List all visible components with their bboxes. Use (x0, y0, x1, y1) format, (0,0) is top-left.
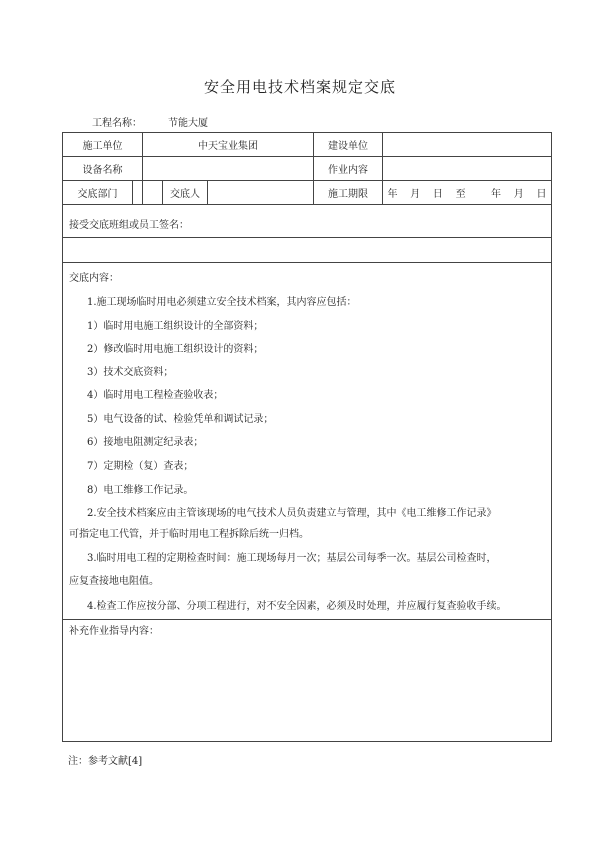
content-line: 3）技术交底资料； (87, 367, 174, 378)
project-name-value: 节能大厦 (168, 118, 208, 129)
construction-unit-label: 施工单位 (82, 141, 123, 152)
project-name-label: 工程名称： (92, 118, 142, 129)
row-divider (63, 619, 551, 620)
construction-period-value[interactable]: 年 月 日 至 年 月 日 (387, 189, 547, 200)
equipment-name-field[interactable] (143, 157, 313, 180)
page-title: 安全用电技术档案规定交底 (203, 78, 396, 96)
signature-label: 接受交底班组或员工签名： (69, 220, 189, 231)
briefing-content-label: 交底内容： (69, 273, 119, 284)
briefing-form (62, 132, 552, 742)
briefing-dept-field[interactable] (133, 181, 162, 204)
content-line: 6）接地电阻测定纪录表； (87, 437, 204, 448)
construction-period-label: 施工期限 (328, 189, 368, 200)
briefing-person-label: 交底人 (170, 189, 200, 200)
content-line: 4.检查工作应按分部、分项工程进行，对不安全因素，必须及时处理，并应履行复查验收手续。 (87, 601, 507, 612)
supplement-label: 补充作业指导内容： (69, 626, 159, 637)
reference-note: 注：参考文献[4] (68, 756, 143, 767)
briefing-dept-label: 交底部门 (77, 189, 118, 200)
briefing-person-field[interactable] (208, 181, 313, 204)
work-content-label: 作业内容 (328, 165, 368, 176)
content-line: 4）临时用电工程检查验收表； (87, 390, 224, 401)
row-divider (63, 204, 551, 205)
content-line: 应复查接地电阻值。 (69, 576, 159, 587)
content-line: 5）电气设备的试、检验凭单和调试记录； (87, 414, 274, 425)
supplement-field[interactable] (63, 637, 551, 737)
row-divider (63, 262, 551, 263)
content-line: 1）临时用电施工组织设计的全部资料； (87, 321, 264, 332)
content-line: 3.临时用电工程的定期检查时间：施工现场每月一次；基层公司每季一次。基层公司检查时， (87, 553, 497, 564)
work-content-field[interactable] (383, 157, 551, 180)
signature-field[interactable] (63, 238, 551, 262)
content-line: 2.安全技术档案应由主管该现场的电气技术人员负责建立与管理，其中《电工维修工作记录》 (87, 508, 497, 519)
content-line: 7）定期检（复）查表； (87, 461, 194, 472)
content-line: 可指定电工代管，并于临时用电工程拆除后统一归档。 (69, 529, 309, 540)
owner-unit-label: 建设单位 (328, 141, 368, 152)
content-line: 2）修改临时用电施工组织设计的资料； (87, 344, 264, 355)
project-name-row (92, 114, 208, 129)
owner-unit-value[interactable] (383, 133, 551, 156)
content-line: 1.施工现场临时用电必须建立安全技术档案，其内容应包括： (87, 297, 357, 308)
equipment-name-label: 设备名称 (82, 165, 123, 176)
content-line: 8）电工维修工作记录。 (87, 485, 194, 496)
construction-unit-value: 中天宝业集团 (198, 141, 258, 152)
